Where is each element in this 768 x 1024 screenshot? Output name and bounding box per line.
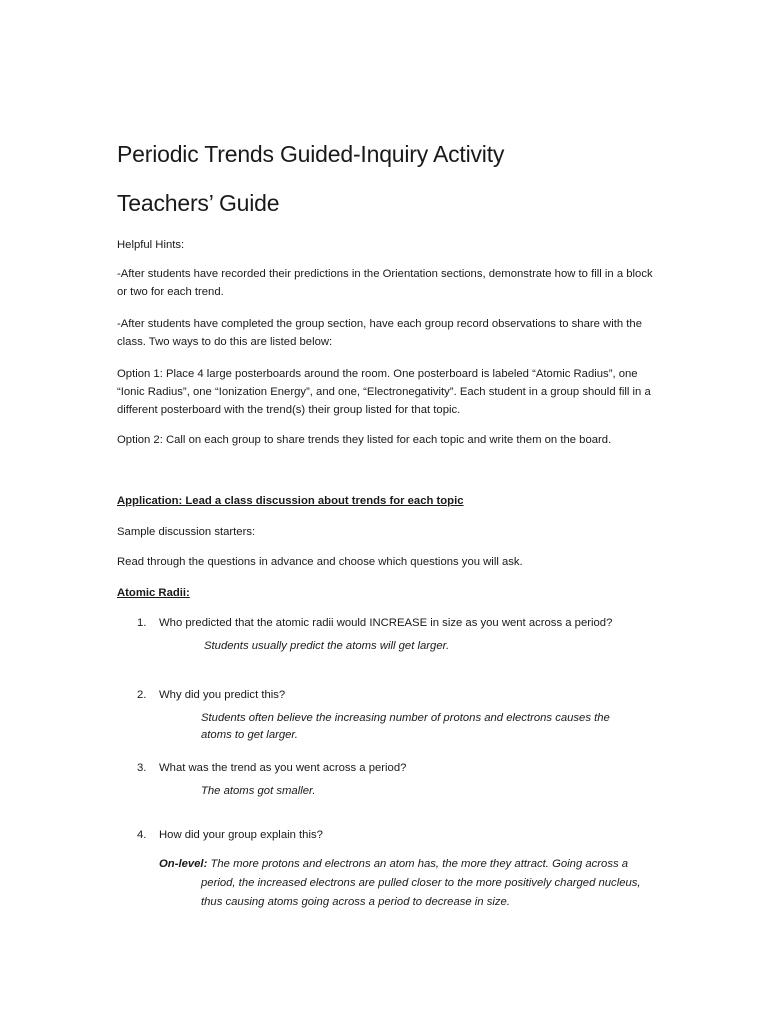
question-2-number: 2. <box>137 689 147 701</box>
onlevel-first-line: The more protons and electrons an atom has, the more they attract. Going across a <box>207 858 629 870</box>
application-heading: Application: Lead a class discussion about trends for each topic <box>117 495 464 507</box>
helpful-hints-label: Helpful Hints: <box>117 239 185 251</box>
onlevel-rest: period, the increased electrons are pulled closer to the more positively charged nucleus, thus causing atoms going across a period to decrease in size. <box>201 877 641 908</box>
question-4-number: 4. <box>137 829 147 841</box>
question-3-text: What was the trend as you went across a period? <box>159 762 407 774</box>
hint-1: -After students have recorded their predictions in the Orientation sections, demonstrate how to fill in a block or two for each trend. <box>117 268 653 298</box>
question-1-number: 1. <box>137 617 147 629</box>
option-2: Option 2: Call on each group to share trends they listed for each topic and write them on the board. <box>117 434 612 446</box>
page-subtitle: Teachers’ Guide <box>117 190 280 216</box>
sample-starters: Sample discussion starters: <box>117 526 256 538</box>
option-1: Option 1: Place 4 large posterboards around the room. One posterboard is labeled “Atomic Radius”, one “Ionic Radius”, one “Ionization Energy”, and one, “Electronegativity”. Each student in a group should fill in a different posterboard with the trend(s) their group listed for that topic. <box>117 368 651 416</box>
question-3-answer: The atoms got smaller. <box>201 785 316 797</box>
question-3-number: 3. <box>137 762 147 774</box>
hint-2: -After students have completed the group section, have each group record observations to share with the class. Two ways to do this are listed below: <box>117 318 642 348</box>
question-2-text: Why did you predict this? <box>159 689 286 701</box>
question-4-text: How did your group explain this? <box>159 829 323 841</box>
question-1-text: Who predicted that the atomic radii would INCREASE in size as you went across a period? <box>159 617 613 629</box>
atomic-radii-heading: Atomic Radii: <box>117 587 190 599</box>
question-1-answer: Students usually predict the atoms will get larger. <box>204 640 450 652</box>
question-2-answer: Students often believe the increasing number of protons and electrons causes the atoms to get larger. <box>201 712 610 741</box>
read-through-note: Read through the questions in advance and choose which questions you will ask. <box>117 556 523 568</box>
onlevel-answer <box>159 855 659 912</box>
page-title: Periodic Trends Guided-Inquiry Activity <box>117 141 505 167</box>
onlevel-label: On-level: <box>159 858 208 870</box>
